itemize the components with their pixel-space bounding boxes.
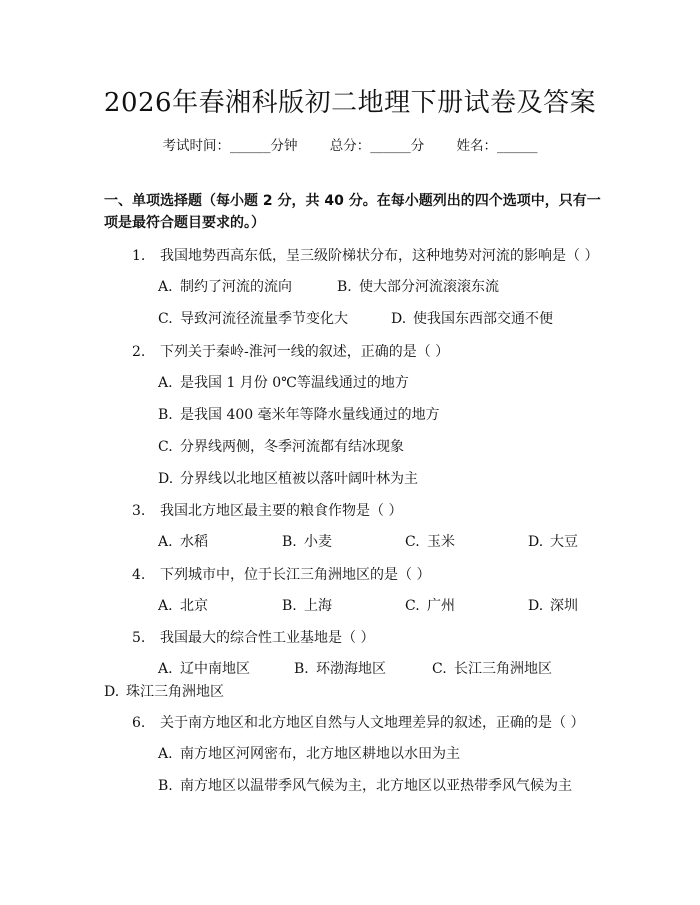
option-2c: C. 分界线两侧，冬季河流都有结冰现象 [158,439,404,455]
option-6b: B. 南方地区以温带季风气候为主，北方地区以亚热带季风气候为主 [158,778,572,794]
option-4d: D. 深圳 [528,598,578,614]
question-4 [132,564,430,584]
option-5c: C. 长江三角洲地区 [432,661,552,677]
page-title: 2026年春湘科版初二地理下册试卷及答案 [103,88,597,118]
question-3 [132,500,402,520]
question-number: 2. [132,344,146,360]
option-3d: D. 大豆 [528,534,578,550]
question-number: 6. [132,715,146,731]
option-5d: D. 珠江三角洲地区 [104,684,224,700]
question-6 [132,712,584,732]
option-4b: B. 上海 [282,598,332,614]
option-5b: B. 环渤海地区 [294,661,386,677]
option-1b: B. 使大部分河流滚滚东流 [337,279,499,295]
question-1 [132,245,598,265]
option-3b: B. 小麦 [282,534,332,550]
option-1d: D. 使我国东西部交通不便 [391,311,553,327]
option-2d: D. 分界线以北地区植被以落叶阔叶林为主 [158,471,418,487]
question-5 [132,627,374,647]
total-score-field: 总分：______分 [329,138,425,154]
section-heading: 一、单项选择题（每小题 2 分，共 40 分。在每小题列出的四个选项中，只有一项是最符合题目要求的。） [104,193,601,231]
exam-meta [0,134,700,154]
question-2 [132,341,449,361]
option-1a: A. 制约了河流的流向 [158,279,292,295]
option-5a: A. 辽中南地区 [158,661,250,677]
question-stem: 我国最大的综合性工业基地是（ ） [160,630,375,646]
question-number: 4. [132,567,146,583]
question-number: 1. [132,248,146,264]
option-6a: A. 南方地区河网密布，北方地区耕地以水田为主 [158,746,460,762]
question-stem: 我国地势西高东低，呈三级阶梯状分布，这种地势对河流的影响是（ ） [160,248,599,264]
question-number: 5. [132,630,146,646]
option-4a: A. 北京 [158,598,208,614]
question-number: 3. [132,503,146,519]
option-2b: B. 是我国 400 毫米年等降水量线通过的地方 [158,407,440,423]
exam-time-field: 考试时间：______分钟 [162,138,298,154]
question-stem: 下列城市中，位于长江三角洲地区的是（ ） [160,567,431,583]
question-stem: 下列关于秦岭-淮河一线的叙述，正确的是（ ） [160,344,450,360]
option-3c: C. 玉米 [405,534,455,550]
option-2a: A. 是我国 1 月份 0℃等温线通过的地方 [158,375,409,391]
option-4c: C. 广州 [405,598,455,614]
question-stem: 关于南方地区和北方地区自然与人文地理差异的叙述，正确的是（ ） [160,715,585,731]
name-field: 姓名：______ [456,138,538,154]
option-3a: A. 水稻 [158,534,208,550]
option-1c: C. 导致河流径流量季节变化大 [158,311,348,327]
question-stem: 我国北方地区最主要的粮食作物是（ ） [160,503,403,519]
